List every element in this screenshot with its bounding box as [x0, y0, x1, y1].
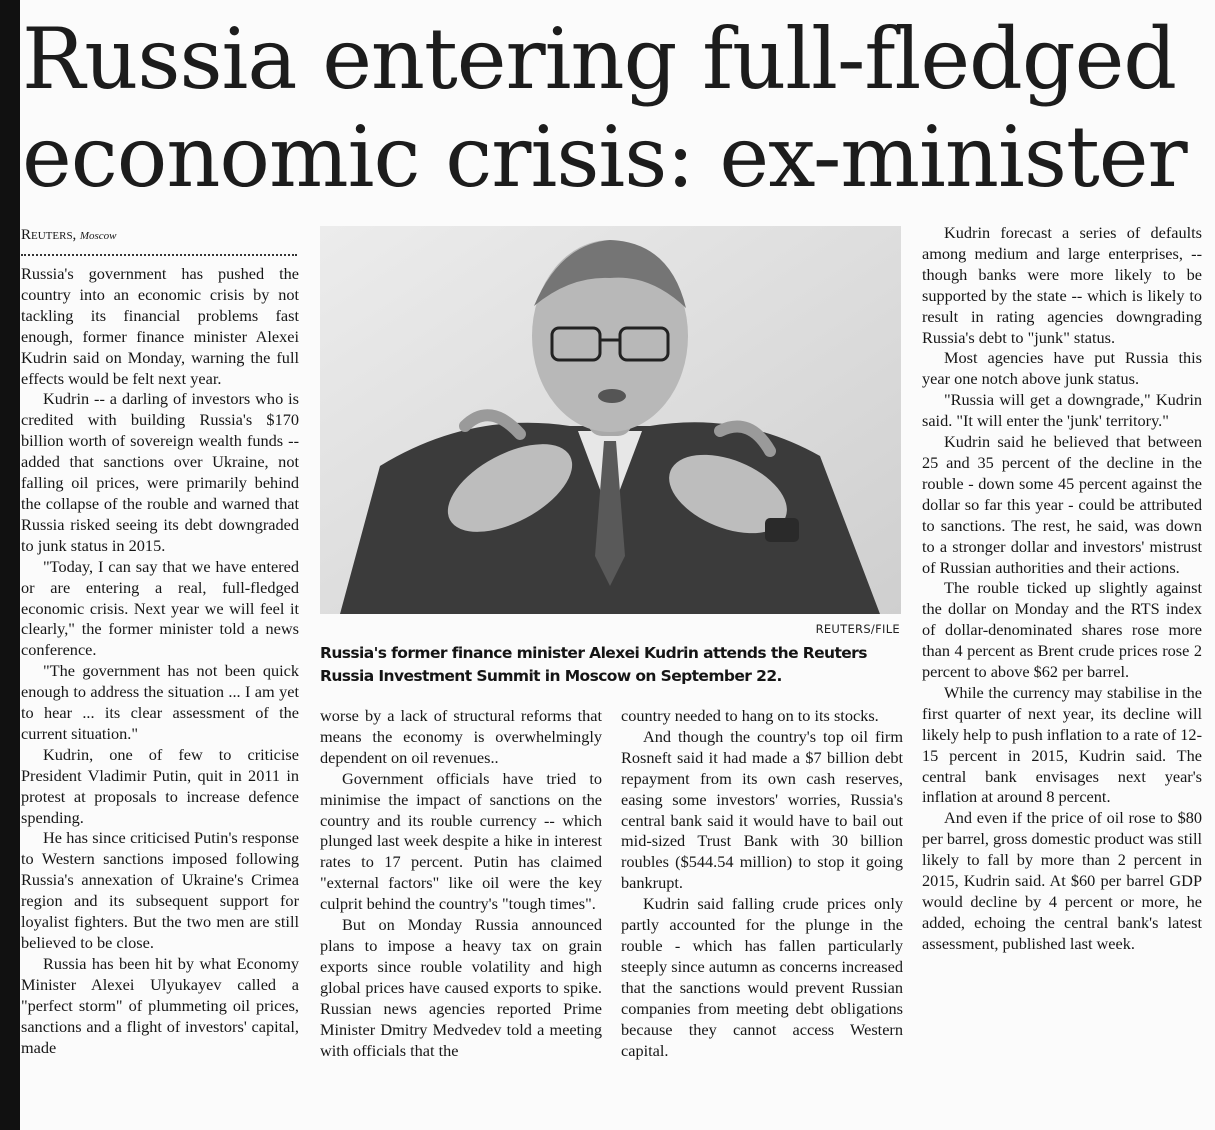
- paragraph: The rouble ticked up slightly against the dollar on Monday and the RTS index of dollar-denominated shares rose more than 4 percent as Brent crude prices rose 2 percent to above $62 per barrel.: [922, 578, 1202, 682]
- paragraph: Kudrin forecast a series of defaults among medium and large enterprises, -- though banks were more likely to be supported by the state -- which is likely to result in rating agencies downgrading Russia's debt to "junk" status.: [922, 223, 1202, 347]
- photo-credit: REUTERS/FILE: [815, 622, 900, 636]
- portrait-illustration: [320, 226, 901, 614]
- headline-line-2: economic crisis: ex-minister: [22, 108, 1187, 206]
- paragraph: He has since criticised Putin's response to Western sanctions imposed following Russia's annexation of Ukraine's Crimea region and its subsequent support for loyalist fighters. But the two men are still believed to be close.: [21, 828, 299, 952]
- article-column-4: [922, 223, 1202, 1130]
- paragraph: Russia's government has pushed the country into an economic crisis by not tackling its financial problems fast enough, former finance minister Alexei Kudrin said on Monday, warning the full effects would be felt next year.: [21, 264, 299, 388]
- paragraph: worse by a lack of structural reforms that means the economy is overwhelmingly dependent on oil revenues..: [320, 706, 602, 767]
- byline-location: Moscow: [79, 230, 117, 242]
- paragraph: And even if the price of oil rose to $80 per barrel, gross domestic product was still likely to fall by more than 2 percent in 2015, Kudrin said. At $60 per barrel GDP would decline by 4 percent or more, he added, echoing the central bank's latest assessment, published last week.: [922, 808, 1202, 953]
- page-edge-bar: [0, 0, 20, 1130]
- paragraph: "The government has not been quick enough to address the situation ... I am yet to hear ... its clear assessment of the current situation.": [21, 661, 299, 743]
- paragraph: And though the country's top oil firm Rosneft said it had made a $7 billion debt repayment from its own cash reserves, easing some investors' worries, Russia's central bank said it would have to bail out mid-sized Trust Bank with 30 billion roubles ($544.54 million) to stop it going bankrupt.: [621, 726, 903, 893]
- paragraph: Kudrin said he believed that between 25 and 35 percent of the decline in the rouble - down some 45 percent against the dollar so far this year - could be attributed to sanctions. The rest, he said, was down to a stronger dollar and investors' mistrust of Russian authorities and their actions.: [922, 432, 1202, 577]
- headline: [22, 10, 1212, 206]
- paragraph: "Today, I can say that we have entered or are entering a real, full-fledged economic crisis. Next year we will feel it clearly," the former minister told a news conference.: [21, 556, 299, 660]
- byline-agency: Reuters,: [21, 227, 77, 243]
- paragraph: Kudrin said falling crude prices only partly accounted for the plunge in the rouble - which has fallen particularly steeply since autumn as concerns increased that the sanctions would prevent Russian companies from meeting debt obligations because they cannot access Western capital.: [621, 894, 903, 1060]
- article-photo: [320, 226, 901, 614]
- paragraph: While the currency may stabilise in the first quarter of next year, its decline will likely help to push inflation to a rate of 12-15 percent in 2015, Kudrin said. The central bank envisages next year's inflation at around 8 percent.: [922, 682, 1202, 807]
- paragraph: But on Monday Russia announced plans to impose a heavy tax on grain exports since rouble volatility and high global prices have caused exports to spike. Russian news agencies reported Prime Minister Dmitry Medvedev told a meeting with officials that the: [320, 915, 602, 1060]
- byline: [21, 226, 301, 245]
- headline-line-1: Russia entering full-fledged: [22, 10, 1177, 108]
- byline-divider: [21, 254, 297, 256]
- paragraph: Kudrin, one of few to criticise President Vladimir Putin, quit in 2011 in protest at proposals to increase defence spending.: [21, 744, 299, 827]
- paragraph: Russia has been hit by what Economy Minister Alexei Ulyukayev called a "perfect storm" of plummeting oil prices, sanctions and a flight of investors' capital, made: [21, 953, 299, 1057]
- article-column-1: [21, 264, 299, 1130]
- photo-caption: Russia's former finance minister Alexei Kudrin attends the Reuters Russia Investment Summit in Moscow on September 22.: [320, 644, 867, 685]
- article-column-3: [621, 706, 903, 1130]
- paragraph: country needed to hang on to its stocks.: [621, 706, 879, 725]
- paragraph: "Russia will get a downgrade," Kudrin said. "It will enter the 'junk' territory.": [922, 390, 1202, 431]
- paragraph: Kudrin -- a darling of investors who is credited with building Russia's $170 billion worth of sovereign wealth funds -- added that sanctions over Ukraine, not falling oil prices, were primarily behind the collapse of the rouble and warned that Russia risked seeing its debt downgraded to junk status in 2015.: [21, 389, 299, 555]
- paragraph: Most agencies have put Russia this year one notch above junk status.: [922, 348, 1202, 389]
- paragraph: Government officials have tried to minimise the impact of sanctions on the country and its rouble currency -- which plunged last week despite a hike in interest rates to 17 percent. Putin has claimed "external factors" like oil were the key culprit behind the country's "tough times".: [320, 768, 602, 914]
- article-column-2: [320, 706, 602, 1130]
